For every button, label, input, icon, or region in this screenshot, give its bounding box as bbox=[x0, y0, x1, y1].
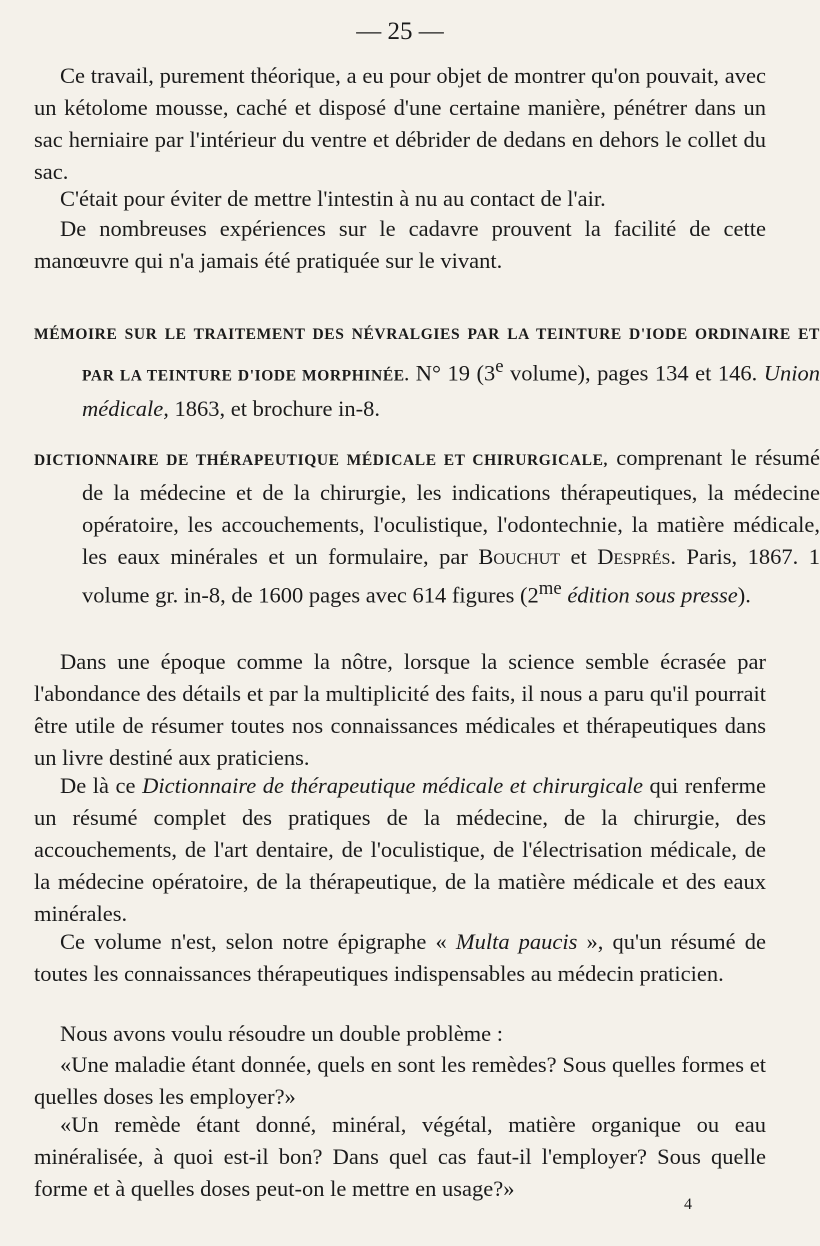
intro-paragraph-3: De nombreuses expériences sur le cadavre prouvent la facilité de cette manœuvre qui n'a jamais été pratiquée sur le vivant. bbox=[34, 216, 766, 273]
epigraph-italic: Multa paucis bbox=[455, 929, 578, 954]
intro-paragraph-2: C'était pour éviter de mettre l'intestin à nu au contact de l'air. bbox=[60, 186, 606, 211]
memoire-journal: Union médicale, bbox=[82, 360, 820, 421]
intro-paragraph-1: Ce travail, purement théorique, a eu pour objet de montrer qu'on pouvait, avec un kétolome mousse, caché et disposé d'une certaine manière, pénétrer dans un sac herniaire par l'intérieur du ventre et débrider de dedans en dehors le collet du sac. bbox=[34, 63, 766, 184]
author-bouchut: Bouchut bbox=[478, 544, 561, 569]
memoire-entry bbox=[34, 316, 820, 425]
body-p2-start: De là ce bbox=[60, 773, 136, 798]
body-paragraph-6: «Un remède étant donné, minéral, végétal, matière organique ou eau minéralisée, à quoi est-il bon? Dans quel cas faut-il l'employer? Sous quelle forme et à quelles doses peut-on le mettre en usage?» bbox=[34, 1112, 766, 1201]
author-despres: Després. bbox=[597, 544, 677, 569]
body-paragraph-1: Dans une époque comme la nôtre, lorsque la science semble écrasée par l'abondance des détails et par la multiplicité des faits, il nous a paru qu'il pourrait être utile de résumer toutes nos connaissances médicales et thérapeutiques dans un livre destiné aux praticiens. bbox=[34, 649, 766, 770]
memoire-ref-sup: e bbox=[495, 356, 504, 377]
body-p3-rest: », qu'un résumé de toutes les connaissances thérapeutiques indispensables au médecin praticien. bbox=[34, 929, 767, 986]
memoire-ref-year: 1863, et brochure in-8. bbox=[174, 395, 381, 421]
dictionnaire-entry bbox=[34, 442, 820, 612]
author-conjunction: et bbox=[570, 544, 587, 569]
body-paragraph-4: Nous avons voulu résoudre un double problème : bbox=[60, 1021, 504, 1046]
dictionnaire-publication: Paris, 1867. 1 volume gr. in-8, de 1600 pages avec 614 figures (2 bbox=[82, 544, 820, 608]
memoire-title: MÉMOIRE SUR LE TRAITEMENT DES NÉVRALGIES PAR LA TEINTURE D'IODE ORDINAIRE ET PAR LA TEINTURE D'IODE MORPHINÉE. bbox=[34, 326, 820, 385]
dictionnaire-title: DICTIONNAIRE DE THÉRAPEUTIQUE MÉDICALE ET CHIRURGICALE, bbox=[34, 452, 609, 469]
page-number: — 25 — bbox=[356, 18, 444, 45]
body-p3-start: Ce volume n'est, selon notre épigraphe « bbox=[60, 929, 447, 954]
memoire-ref-number: N° 19 (3 bbox=[415, 360, 496, 386]
dictionnaire-description: comprenant le résumé de la médecine et de la chirurgie, les indications thérapeutiques, la médecine opératoire, les accouchements, l'oculistique, l'odontechnie, la matière médicale, les eaux minérales et un formulaire, par bbox=[82, 445, 820, 569]
dictionnaire-close: ). bbox=[737, 582, 751, 608]
body-paragraph-2 bbox=[34, 770, 766, 930]
edition-note: édition sous presse bbox=[567, 582, 738, 608]
edition-sup: me bbox=[538, 578, 562, 599]
signature-mark: 4 bbox=[684, 1196, 692, 1213]
memoire-ref-pages: volume), pages 134 et 146. bbox=[510, 360, 758, 386]
dictionary-title-italic: Dictionnaire de thérapeutique médicale et chirurgicale bbox=[142, 773, 643, 798]
body-paragraph-3 bbox=[34, 926, 766, 990]
body-p2-rest: qui renferme un résumé complet des pratiques de la médecine, de la chirurgie, des accouchements, de l'art dentaire, de l'oculistique, de l'électrisation médicale, de la médecine opératoire, de la thérapeutique, de la matière médicale et des eaux minérales. bbox=[34, 773, 766, 926]
body-paragraph-5: «Une maladie étant donnée, quels en sont les remèdes? Sous quelles formes et quelles doses les employer?» bbox=[34, 1052, 766, 1109]
